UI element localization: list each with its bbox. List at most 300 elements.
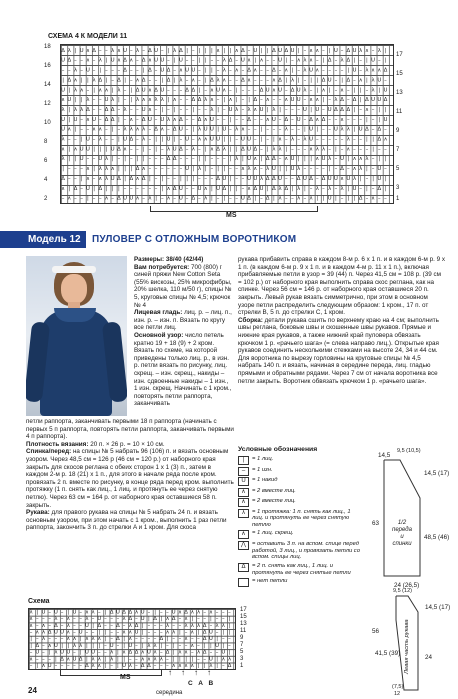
- chart-symbol: U: [78, 629, 83, 636]
- chart-symbol: |: [141, 622, 144, 629]
- sleeve-dim: 14,5 (17): [425, 604, 451, 611]
- schema-front-drawing: [368, 448, 452, 586]
- chart-symbol: ∧: [165, 616, 170, 623]
- chart-symbol: –: [278, 67, 282, 74]
- chart-symbol: –: [359, 185, 363, 192]
- chart-symbol: |: [297, 156, 300, 163]
- chart-symbol: U: [259, 106, 264, 113]
- chart-symbol: λ: [98, 166, 102, 173]
- chart-symbol: λ: [303, 136, 307, 143]
- chart-symbol: |: [142, 146, 145, 153]
- chart-symbol: |: [353, 195, 356, 202]
- chart-symbol: ∧: [340, 87, 345, 94]
- chart-symbol: ∧: [98, 87, 103, 94]
- chart-symbol: –: [185, 116, 189, 123]
- chart-symbol: –: [222, 106, 226, 113]
- chart-symbol: |: [366, 116, 368, 123]
- chart-symbol: –: [384, 146, 387, 153]
- chart-symbol: –: [303, 195, 307, 202]
- legend-item: [238, 488, 362, 497]
- chart-symbol: U: [340, 156, 345, 163]
- chart-symbol: –: [291, 57, 294, 64]
- chart-symbol: U: [154, 57, 159, 64]
- chart-symbol: U: [377, 175, 382, 182]
- chart-symbol: –: [303, 47, 307, 54]
- chart-symbol: –: [104, 616, 107, 623]
- chart-symbol: –: [92, 67, 96, 74]
- chart-symbol: U: [154, 47, 159, 54]
- chart-symbol: ∧: [160, 126, 165, 133]
- chart-symbol: λ: [147, 642, 151, 649]
- chart-symbol: ∧: [147, 97, 152, 104]
- chart-symbol: –: [136, 67, 139, 74]
- chart-symbol: –: [359, 146, 363, 153]
- chart-symbol: ∧: [140, 649, 145, 656]
- chart-symbol: –: [266, 77, 270, 84]
- chart-symbol: ∧: [340, 116, 345, 123]
- chart-symbol: |: [172, 649, 175, 656]
- headband: [52, 266, 96, 273]
- chart-symbol: |: [273, 195, 275, 202]
- chart-symbol: |: [67, 609, 70, 616]
- chart-symbol: |: [80, 97, 83, 104]
- chart-symbol: Δ: [172, 126, 177, 133]
- arrow-labels: C A B: [188, 680, 216, 687]
- chart-symbol: λ: [259, 175, 264, 182]
- chart-symbol: ∧: [309, 146, 314, 153]
- chart-symbol: ∧: [222, 87, 227, 94]
- chart-symbol: Δ: [265, 156, 270, 163]
- chart-symbol: –: [153, 662, 157, 668]
- chart-symbol: Δ: [321, 116, 326, 123]
- chart-symbol: –: [198, 67, 201, 74]
- chart-symbol: –: [340, 195, 344, 202]
- chart-symbol: U: [53, 609, 58, 616]
- chart-symbol: Δ: [321, 175, 326, 182]
- chart-symbol: –: [111, 77, 115, 84]
- legend-text: = оставить 3 п. на вспом. спице перед работой, 3 лиц., и провязать петли со вспом. спицы лиц.: [252, 540, 360, 561]
- chart-symbol: |: [124, 175, 126, 182]
- chart-symbol: –: [117, 106, 121, 113]
- chart-symbol: –: [315, 175, 319, 182]
- chart-symbol: –: [191, 156, 195, 163]
- chart-symbol: –: [85, 629, 89, 636]
- chart-symbol: U: [73, 116, 78, 123]
- chart-symbol: U: [160, 67, 165, 74]
- face-label: Лицевая гладь:: [134, 309, 183, 317]
- arrows-up: ↑↑↑↑: [168, 668, 220, 677]
- chart-symbol: –: [92, 175, 96, 182]
- chart-symbol: Δ: [228, 57, 233, 64]
- chart-symbol: –: [179, 106, 183, 113]
- sleeve-dim: 12: [394, 691, 401, 697]
- chart-symbol: –: [191, 185, 195, 192]
- legend-item: [238, 456, 362, 465]
- chart-symbol: |: [310, 106, 312, 113]
- chart-symbol: λ: [166, 116, 171, 123]
- chart-symbol: |: [366, 77, 368, 84]
- chart-symbol: –: [322, 106, 325, 113]
- chart-symbol: U: [346, 175, 351, 182]
- chart-symbol: Δ: [284, 116, 289, 123]
- back-front: [26, 448, 234, 509]
- chart-symbol: λ: [221, 622, 225, 629]
- chart-symbol: ∧: [135, 77, 140, 84]
- chart-symbol: ∧: [284, 97, 289, 104]
- chart-symbol: Δ: [179, 146, 183, 153]
- assembly: [238, 317, 446, 385]
- chart-symbol: |: [285, 77, 288, 84]
- chart-symbol: ∧: [371, 195, 376, 202]
- chart-symbol: Δ: [259, 87, 264, 94]
- chart-symbol: –: [260, 166, 263, 173]
- chart-symbol: |: [266, 185, 269, 192]
- chart-symbol: –: [136, 146, 139, 153]
- legend-symbol: U: [238, 477, 249, 486]
- chart-symbol: |: [167, 47, 170, 54]
- chart-symbol: |: [285, 146, 288, 153]
- chart-symbol: –: [123, 97, 127, 104]
- chart-symbol: –: [184, 642, 188, 649]
- chart-symbol: –: [315, 166, 319, 173]
- chart-symbol: –: [309, 185, 313, 192]
- chart-symbol: U: [309, 67, 314, 74]
- model-banner: [0, 231, 458, 248]
- chart-symbol: U: [221, 649, 226, 656]
- chart-symbol: –: [309, 87, 313, 94]
- chart-symbol: ∧: [203, 116, 208, 123]
- chart-symbol: –: [117, 156, 121, 163]
- chart-symbol: U: [141, 106, 146, 113]
- chart-symbol: |: [198, 57, 201, 64]
- chart-symbol: λ: [154, 97, 158, 104]
- chart-symbol: U: [147, 116, 152, 123]
- chart-symbol: U: [352, 67, 357, 74]
- front-dim: 9,5 (10,5): [397, 448, 421, 454]
- chart-symbol: U: [228, 106, 233, 113]
- chart-symbol: λ: [377, 47, 381, 54]
- chart-symbol: ∧: [178, 67, 183, 74]
- chart-symbol: |: [62, 166, 64, 173]
- chart-symbol: U: [92, 116, 97, 123]
- chart-symbol: Δ: [227, 662, 232, 668]
- chart-symbol: –: [166, 656, 169, 663]
- chart-symbol: Δ: [47, 629, 52, 636]
- chart-symbol: λ: [290, 136, 295, 143]
- chart-symbol: |: [211, 195, 213, 202]
- chart-symbol: –: [328, 146, 332, 153]
- chart-symbol: Δ: [241, 77, 245, 84]
- chart-symbol: Δ: [110, 106, 115, 113]
- chart-symbol: λ: [328, 156, 332, 163]
- chart-symbol: ∧: [66, 616, 71, 623]
- chart-symbol: U: [216, 185, 221, 192]
- chart-symbol: U: [215, 642, 220, 649]
- chart-symbol: |: [185, 656, 187, 663]
- chart-symbol: |: [74, 126, 77, 133]
- chart-symbol: ∧: [315, 116, 320, 123]
- chart-symbol: |: [93, 146, 95, 153]
- chart-symbol: λ: [204, 97, 208, 104]
- chart-symbol: U: [327, 77, 332, 84]
- chart-symbol: –: [60, 622, 64, 629]
- chart-symbol: |: [211, 67, 213, 74]
- chart-symbol: –: [266, 67, 270, 74]
- chart-symbol: λ: [122, 616, 126, 623]
- chart-symbol: –: [303, 116, 307, 123]
- chart-symbol: –: [272, 126, 276, 133]
- chart-symbol: –: [371, 116, 375, 123]
- chart-symbol: U: [115, 609, 120, 616]
- chart-symbol: Δ: [86, 106, 90, 113]
- chart-symbol: |: [154, 609, 156, 616]
- chart-symbol: λ: [73, 87, 78, 94]
- chart-symbol: |: [30, 642, 32, 649]
- chart-symbol: –: [129, 47, 133, 54]
- chart-symbol: ∧: [190, 662, 195, 668]
- chart-symbol: U: [84, 622, 89, 629]
- chart-symbol: λ: [54, 649, 58, 656]
- chart-symbol: Δ: [365, 97, 369, 104]
- chart-symbol: |: [378, 116, 381, 123]
- chart-symbol: –: [74, 175, 77, 182]
- chart-symbol: Δ: [197, 97, 202, 104]
- chart-symbol: –: [136, 57, 139, 64]
- chart-symbol: λ: [209, 662, 213, 668]
- chart-symbol: |: [316, 87, 319, 94]
- bottom-chart-symbols: [28, 608, 234, 668]
- chart-symbol: –: [60, 609, 64, 616]
- chart-symbol: ∧: [66, 656, 71, 663]
- chart-symbol: |: [222, 629, 225, 636]
- chart-symbol: U: [216, 136, 221, 143]
- chart-symbol: U: [253, 47, 258, 54]
- chart-symbol: –: [315, 57, 319, 64]
- chart-symbol: |: [68, 146, 71, 153]
- legend-symbol: ⋀: [238, 541, 249, 550]
- legend-item: [238, 578, 362, 587]
- chart-symbol: λ: [128, 662, 132, 668]
- chart-symbol: –: [104, 642, 107, 649]
- chart-symbol: –: [328, 116, 332, 123]
- chart-symbol: ∧: [364, 47, 369, 54]
- chart-symbol: –: [135, 642, 138, 649]
- chart-symbol: –: [328, 126, 332, 133]
- chart-symbol: λ: [247, 166, 251, 173]
- chart-symbol: U: [185, 166, 190, 173]
- chart-symbol: ∧: [29, 616, 34, 623]
- chart-symbol: ∧: [98, 126, 103, 133]
- chart-symbol: λ: [72, 642, 77, 649]
- chart-symbol: –: [247, 126, 251, 133]
- chart-symbol: Δ: [253, 185, 258, 192]
- chart-symbol: Δ: [191, 195, 196, 202]
- chart-symbol: U: [309, 126, 314, 133]
- chart-symbol: –: [266, 126, 270, 133]
- chart-symbol: λ: [196, 609, 201, 616]
- chart-symbol: –: [334, 116, 338, 123]
- chart-symbol: Δ: [123, 67, 127, 74]
- chart-symbol: –: [215, 649, 219, 656]
- chart-symbol: U: [296, 116, 301, 123]
- chart-symbol: –: [322, 67, 325, 74]
- chart-symbol: λ: [365, 67, 369, 74]
- chart-symbol: |: [204, 166, 207, 173]
- chart-symbol: –: [384, 195, 387, 202]
- chart-symbol: |: [93, 166, 95, 173]
- chart-symbol: –: [97, 649, 101, 656]
- chart-symbol: |: [68, 185, 71, 192]
- chart-symbol: |: [124, 156, 126, 163]
- chart-symbol: λ: [247, 106, 251, 113]
- chart-symbol: –: [216, 97, 220, 104]
- legend-symbol: ∧: [238, 488, 249, 497]
- chart-symbol: –: [29, 662, 33, 668]
- chart-symbol: –: [190, 636, 194, 643]
- chart-symbol: U: [208, 629, 213, 636]
- chart-symbol: –: [359, 57, 363, 64]
- chart-symbol: –: [166, 662, 169, 668]
- chart-symbol: –: [247, 87, 251, 94]
- chart-symbol: –: [136, 136, 139, 143]
- chart-symbol: –: [122, 622, 126, 629]
- chart-symbol: –: [111, 195, 115, 202]
- chart-symbol: –: [241, 106, 245, 113]
- chart-symbol: |: [79, 649, 82, 656]
- chart-symbol: |: [111, 156, 114, 163]
- chart-symbol: –: [229, 166, 232, 173]
- chart-symbol: U: [240, 57, 245, 64]
- chart-symbol: –: [278, 156, 282, 163]
- chart-symbol: λ: [41, 636, 46, 643]
- chart-symbol: λ: [98, 136, 102, 143]
- chart-symbol: –: [185, 57, 189, 64]
- chart-symbol: ∧: [184, 616, 189, 623]
- chart-symbol: U: [79, 47, 84, 54]
- chart-symbol: ∧: [135, 126, 140, 133]
- chart-symbol: Δ: [210, 77, 214, 84]
- chart-symbol: –: [185, 126, 189, 133]
- chart-symbol: |: [347, 67, 350, 74]
- legend-symbol: Δ: [238, 563, 249, 572]
- chart-symbol: ∧: [116, 57, 121, 64]
- chart-symbol: –: [129, 67, 133, 74]
- chart-symbol: U: [140, 609, 145, 616]
- chart-symbol: –: [229, 195, 232, 202]
- chart-symbol: |: [216, 662, 218, 668]
- chart-symbol: λ: [215, 622, 219, 629]
- chart-symbol: |: [136, 156, 139, 163]
- chart-symbol: –: [353, 116, 356, 123]
- chart-symbol: λ: [97, 656, 101, 663]
- chart-symbol: |: [235, 146, 238, 153]
- chart-symbol: ∧: [209, 87, 214, 94]
- chart-symbol: ∧: [203, 136, 208, 143]
- chart-symbol: λ: [303, 57, 307, 64]
- chart-symbol: |: [117, 662, 119, 668]
- chart-symbol: |: [322, 97, 325, 104]
- needed-label: Вам потребуется:: [134, 263, 190, 271]
- chart-symbol: |: [161, 136, 164, 143]
- chart-symbol: |: [378, 106, 381, 113]
- chart-symbol: λ: [227, 656, 232, 663]
- chart-symbol: ∧: [271, 87, 276, 94]
- chart-symbol: U: [79, 146, 84, 153]
- chart-symbol: λ: [303, 67, 307, 74]
- chart-symbol: Δ: [272, 175, 276, 182]
- chart-symbol: –: [173, 166, 177, 173]
- chart-symbol: U: [222, 126, 227, 133]
- chart-symbol: λ: [272, 106, 276, 113]
- chart-symbol: |: [229, 136, 232, 143]
- chart-symbol: U: [122, 662, 127, 668]
- chart-symbol: –: [74, 195, 77, 202]
- chart-symbol: U: [290, 97, 295, 104]
- chart-symbol: Δ: [172, 156, 177, 163]
- chart-symbol: |: [92, 642, 94, 649]
- chart-symbol: U: [67, 97, 72, 104]
- chart-symbol: |: [347, 156, 350, 163]
- chart-symbol: –: [159, 662, 163, 668]
- chart-symbol: |: [68, 87, 71, 94]
- chart-symbol: λ: [179, 77, 183, 84]
- chart-symbol: ∧: [315, 47, 320, 54]
- chart-symbol: U: [178, 195, 183, 202]
- chart-symbol: λ: [160, 97, 164, 104]
- chart-symbol: ∧: [73, 77, 78, 84]
- chart-symbol: λ: [346, 126, 350, 133]
- chart-symbol: –: [110, 622, 114, 629]
- chart-symbol: –: [147, 629, 151, 636]
- chart-symbol: |: [98, 642, 101, 649]
- chart-symbol: –: [79, 616, 83, 623]
- chart-symbol: λ: [184, 622, 188, 629]
- chart-symbol: –: [153, 629, 157, 636]
- chart-symbol: |: [104, 656, 107, 663]
- chart-symbol: |: [273, 136, 275, 143]
- chart-symbol: –: [210, 156, 214, 163]
- chart-symbol: |: [347, 195, 350, 202]
- chart-symbol: ∧: [315, 67, 320, 74]
- chart-symbol: λ: [104, 166, 109, 173]
- chart-symbol: |: [118, 97, 120, 104]
- chart-symbol: U: [265, 87, 270, 94]
- chart-symbol: ∧: [358, 77, 363, 84]
- chart-symbol: Δ: [272, 156, 276, 163]
- chart-symbol: –: [221, 616, 225, 623]
- chart-symbol: ∧: [72, 636, 77, 643]
- chart-symbol: Δ: [340, 106, 344, 113]
- chart-symbol: |: [117, 649, 119, 656]
- chart-symbol: λ: [196, 649, 201, 656]
- chart-symbol: |: [228, 622, 231, 629]
- chart-symbol: Δ: [154, 87, 158, 94]
- chart-symbol: –: [359, 136, 363, 143]
- needed-text: 700 (800) г синей пряжи New Cotton Seta (55% вискозы, 25% микрофибры, 20% шелка, 110 м/50 г), спицы № 5, круговые спицы № 4,5; крючок № 4: [134, 263, 232, 309]
- chart-symbol: –: [334, 87, 338, 94]
- chart-symbol: λ: [128, 622, 132, 629]
- chart-symbol: |: [254, 195, 257, 202]
- chart-symbol: λ: [278, 185, 282, 192]
- chart-symbol: ∧: [247, 57, 252, 64]
- chart-symbol: |: [347, 185, 350, 192]
- chart-symbol: –: [73, 649, 76, 656]
- chart-symbol: Δ: [321, 77, 326, 84]
- chart-symbol: Δ: [179, 116, 183, 123]
- chart-symbol: ∧: [129, 57, 134, 64]
- chart-symbol: ∧: [61, 185, 66, 192]
- chart-symbol: λ: [235, 156, 239, 163]
